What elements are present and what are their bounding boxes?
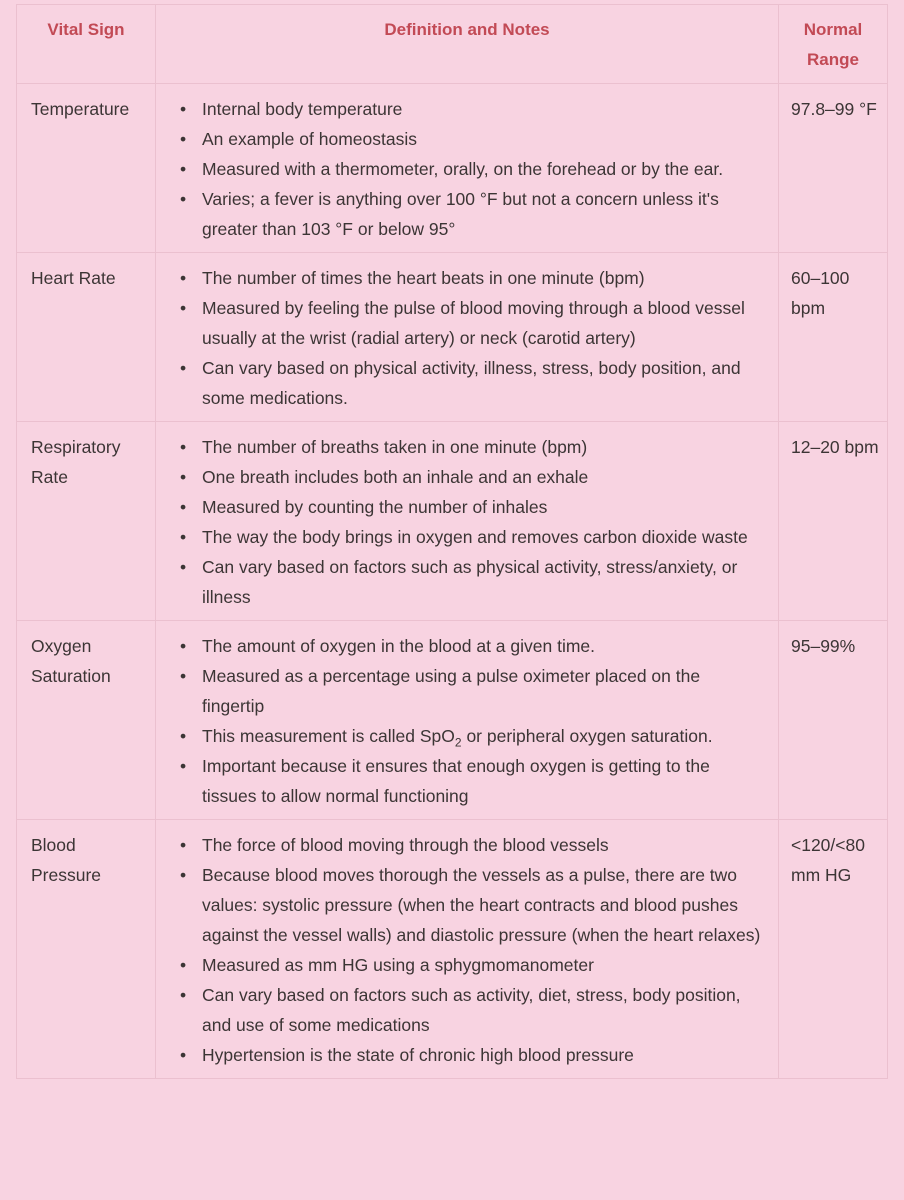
note-item: • Measured as a percentage using a pulse oximeter placed on the fingertip <box>168 661 766 721</box>
table-row <box>17 253 888 422</box>
notes-cell <box>156 422 779 621</box>
vital-sign-cell: Temperature <box>17 84 156 253</box>
note-item: • This measurement is called SpO$_2$ or peripheral oxygen saturation. <box>168 721 766 751</box>
table-row <box>17 422 888 621</box>
header-row <box>17 5 888 84</box>
notes-list <box>168 631 766 811</box>
note-item: • The number of times the heart beats in one minute (bpm) <box>168 263 766 293</box>
note-item: • Measured by feeling the pulse of blood moving through a blood vessel usually at the wrist (radial artery) or neck (carotid artery) <box>168 293 766 353</box>
notes-cell <box>156 820 779 1079</box>
note-item: • Varies; a fever is anything over 100 °F but not a concern unless it's greater than 103 °F or below 95° <box>168 184 766 244</box>
vital-sign-cell: Respiratory Rate <box>17 422 156 621</box>
normal-range-cell: 97.8–99 °F <box>779 84 888 253</box>
table-body <box>17 84 888 1079</box>
normal-range-cell: 12–20 bpm <box>779 422 888 621</box>
note-item: • Can vary based on physical activity, illness, stress, body position, and some medications. <box>168 353 766 413</box>
vital-sign-cell: Oxygen Saturation <box>17 621 156 820</box>
note-item: • An example of homeostasis <box>168 124 766 154</box>
note-item: • Measured as mm HG using a sphygmomanometer <box>168 950 766 980</box>
note-item: • Can vary based on factors such as physical activity, stress/anxiety, or illness <box>168 552 766 612</box>
header-vital-sign: Vital Sign <box>17 5 156 84</box>
table-row <box>17 84 888 253</box>
note-item: • Because blood moves thorough the vessels as a pulse, there are two values: systolic pressure (when the heart contracts and blood pushes against the vessel walls) and diastolic pressure (when the heart relaxes) <box>168 860 766 950</box>
header-definition-notes: Definition and Notes <box>156 5 779 84</box>
note-item: • The amount of oxygen in the blood at a given time. <box>168 631 766 661</box>
table-row <box>17 820 888 1079</box>
note-item: • The way the body brings in oxygen and removes carbon dioxide waste <box>168 522 766 552</box>
normal-range-cell: 95–99% <box>779 621 888 820</box>
header-normal-range: Normal Range <box>779 5 888 84</box>
notes-list <box>168 830 766 1070</box>
notes-cell <box>156 621 779 820</box>
note-item: • Important because it ensures that enough oxygen is getting to the tissues to allow normal functioning <box>168 751 766 811</box>
note-item: • Measured by counting the number of inhales <box>168 492 766 522</box>
normal-range-cell: 60–100 bpm <box>779 253 888 422</box>
note-item: • Internal body temperature <box>168 94 766 124</box>
notes-cell <box>156 84 779 253</box>
note-item: • Can vary based on factors such as activity, diet, stress, body position, and use of some medications <box>168 980 766 1040</box>
table-row <box>17 621 888 820</box>
notes-list <box>168 432 766 612</box>
note-item: • Measured with a thermometer, orally, on the forehead or by the ear. <box>168 154 766 184</box>
vital-sign-cell: Blood Pressure <box>17 820 156 1079</box>
note-item: • Hypertension is the state of chronic high blood pressure <box>168 1040 766 1070</box>
note-item: • The force of blood moving through the blood vessels <box>168 830 766 860</box>
vital-signs-table <box>16 4 888 1079</box>
notes-cell <box>156 253 779 422</box>
notes-list <box>168 94 766 244</box>
vital-sign-cell: Heart Rate <box>17 253 156 422</box>
normal-range-cell: <120/<80 mm HG <box>779 820 888 1079</box>
note-item: • One breath includes both an inhale and an exhale <box>168 462 766 492</box>
note-item: • The number of breaths taken in one minute (bpm) <box>168 432 766 462</box>
notes-list <box>168 263 766 413</box>
